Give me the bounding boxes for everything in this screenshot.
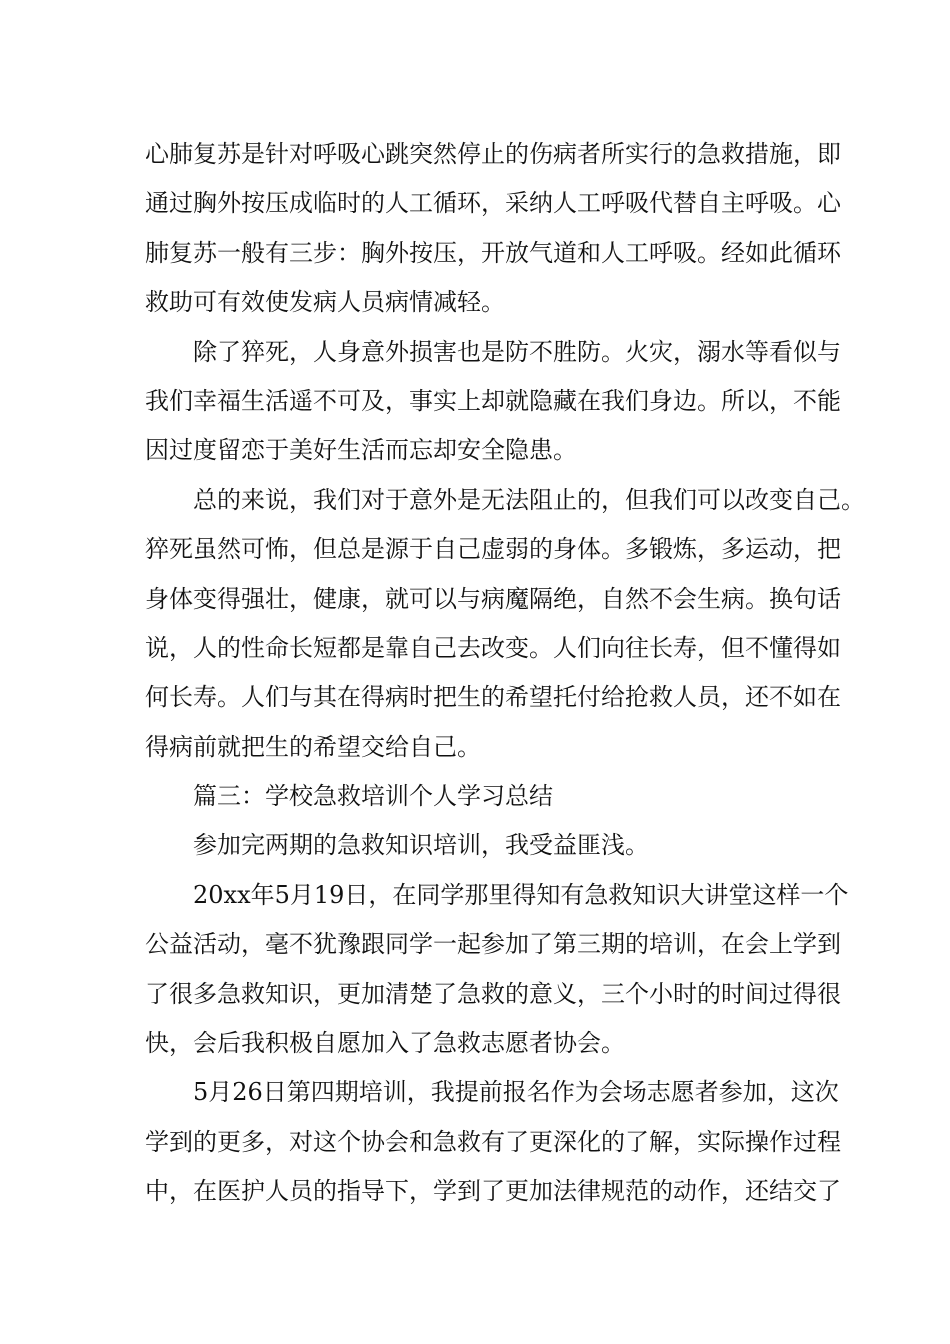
text-line: 得病前就把生的希望交给自己。 [145,732,481,761]
text-line: 学到的更多，对这个协会和急救有了更深化的了解，实际操作过程 [145,1127,841,1156]
document-body [145,130,865,1217]
text-line: 参加完两期的急救知识培训，我受益匪浅。 [193,831,649,860]
text-line: 救助可有效使发病人员病情减轻。 [145,288,505,317]
text-line: 身体变得强壮，健康，就可以与病魔隔绝，自然不会生病。换句话 [145,584,841,613]
text-line: 猝死虽然可怖，但总是源于自己虚弱的身体。多锻炼，多运动，把 [145,535,841,564]
text-line: 5月26日第四期培训，我提前报名作为会场志愿者参加，这次 [193,1078,839,1107]
text-line: 20xx年5月19日，在同学那里得知有急救知识大讲堂这样一个 [193,880,849,909]
text-line: 心肺复苏是针对呼吸心跳突然停止的伤病者所实行的急救措施，即 [145,140,841,168]
text-line: 我们幸福生活遥不可及，事实上却就隐藏在我们身边。所以，不能 [145,386,841,415]
text-line: 除了猝死，人身意外损害也是防不胜防。火灾，溺水等看似与 [193,337,841,366]
text-line: 说，人的性命长短都是靠自己去改变。人们向往长寿，但不懂得如 [145,633,841,662]
text-line: 快，会后我积极自愿加入了急救志愿者协会。 [145,1029,625,1058]
text-line: 中，在医护人员的指导下，学到了更加法律规范的动作，还结交了 [145,1177,841,1206]
text-line: 因过度留恋于美好生活而忘却安全隐患。 [145,436,577,465]
text-line: 通过胸外按压成临时的人工循环，采纳人工呼吸代替自主呼吸。心 [145,189,841,218]
text-line: 肺复苏一般有三步：胸外按压，开放气道和人工呼吸。经如此循环 [145,238,841,267]
text-line: 公益活动，毫不犹豫跟同学一起参加了第三期的培训，在会上学到 [145,930,841,959]
text-line: 总的来说，我们对于意外是无法阻止的，但我们可以改变自己。 [193,485,865,514]
text-line: 何长寿。人们与其在得病时把生的希望托付给抢救人员，还不如在 [145,683,841,712]
text-line: 了很多急救知识，更加清楚了急救的意义，三个小时的时间过得很 [145,979,841,1008]
section-heading: 篇三：学校急救培训个人学习总结 [193,782,553,811]
